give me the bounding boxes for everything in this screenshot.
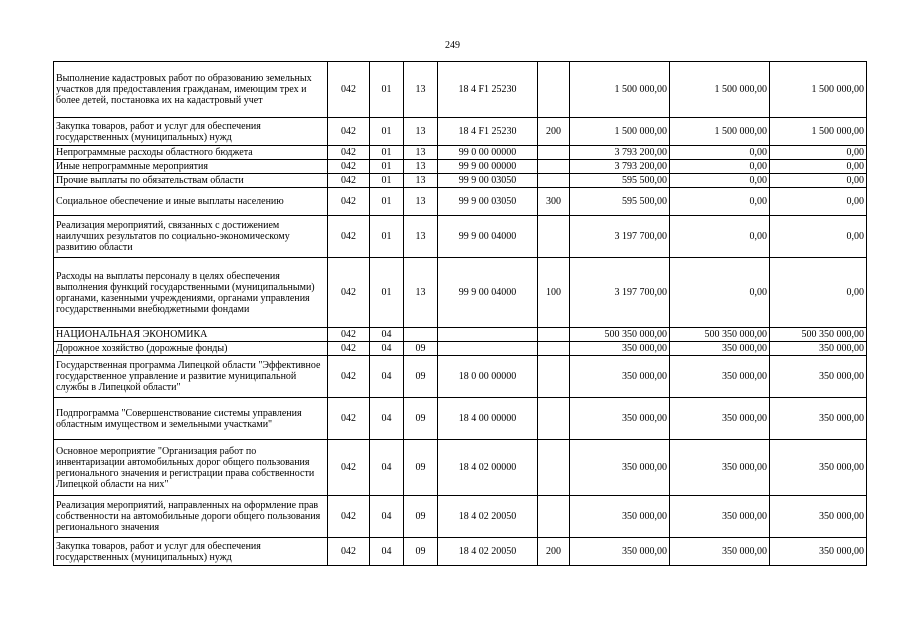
cell-ministry: 042 bbox=[328, 160, 370, 174]
cell-sum-year-3: 350 000,00 bbox=[770, 398, 867, 440]
cell-subsection: 09 bbox=[404, 342, 438, 356]
cell-ministry: 042 bbox=[328, 188, 370, 216]
cell-expense-type bbox=[538, 146, 570, 160]
cell-subsection: 13 bbox=[404, 146, 438, 160]
cell-expense-type: 200 bbox=[538, 118, 570, 146]
cell-expense-type bbox=[538, 496, 570, 538]
page-number: 249 bbox=[445, 40, 460, 51]
cell-sum-year-1: 595 500,00 bbox=[570, 174, 670, 188]
cell-subsection: 09 bbox=[404, 356, 438, 398]
cell-sum-year-3: 0,00 bbox=[770, 188, 867, 216]
cell-ministry: 042 bbox=[328, 356, 370, 398]
cell-subsection: 13 bbox=[404, 62, 438, 118]
cell-ministry: 042 bbox=[328, 62, 370, 118]
table-row bbox=[54, 440, 867, 496]
cell-sum-year-3: 350 000,00 bbox=[770, 342, 867, 356]
cell-sum-year-1: 350 000,00 bbox=[570, 496, 670, 538]
cell-sum-year-3: 350 000,00 bbox=[770, 356, 867, 398]
table-row bbox=[54, 188, 867, 216]
cell-name: Подпрограмма "Совершенствование системы управления областным имуществом и земельными участками" bbox=[54, 398, 328, 440]
cell-sum-year-2: 0,00 bbox=[670, 258, 770, 328]
cell-subsection bbox=[404, 328, 438, 342]
cell-sum-year-1: 350 000,00 bbox=[570, 440, 670, 496]
cell-sum-year-2: 0,00 bbox=[670, 146, 770, 160]
cell-sum-year-1: 3 793 200,00 bbox=[570, 160, 670, 174]
cell-name: Выполнение кадастровых работ по образованию земельных участков для предоставления гражданам, имеющим трех и более детей, постановка их на кадастровый учет bbox=[54, 62, 328, 118]
cell-sum-year-3: 0,00 bbox=[770, 146, 867, 160]
cell-name: Прочие выплаты по обязательствам области bbox=[54, 174, 328, 188]
cell-target-article: 18 4 02 20050 bbox=[438, 538, 538, 566]
budget-table bbox=[53, 61, 867, 566]
cell-target-article: 99 0 00 00000 bbox=[438, 146, 538, 160]
cell-sum-year-3: 350 000,00 bbox=[770, 496, 867, 538]
cell-target-article: 18 4 02 20050 bbox=[438, 496, 538, 538]
cell-expense-type: 300 bbox=[538, 188, 570, 216]
cell-target-article: 18 4 F1 25230 bbox=[438, 118, 538, 146]
cell-section: 04 bbox=[370, 496, 404, 538]
cell-sum-year-1: 3 793 200,00 bbox=[570, 146, 670, 160]
cell-expense-type bbox=[538, 216, 570, 258]
cell-subsection: 09 bbox=[404, 398, 438, 440]
table-row bbox=[54, 328, 867, 342]
cell-target-article: 18 4 02 00000 bbox=[438, 440, 538, 496]
cell-expense-type bbox=[538, 160, 570, 174]
cell-name: Иные непрограммные мероприятия bbox=[54, 160, 328, 174]
cell-name: Социальное обеспечение и иные выплаты населению bbox=[54, 188, 328, 216]
table-row bbox=[54, 356, 867, 398]
cell-name: Расходы на выплаты персоналу в целях обеспечения выполнения функций государственными (муниципальными) органами, казенными учреждениями, органами управления государственными внебюджетными фондами bbox=[54, 258, 328, 328]
cell-expense-type bbox=[538, 62, 570, 118]
cell-name: Закупка товаров, работ и услуг для обеспечения государственных (муниципальных) нужд bbox=[54, 538, 328, 566]
cell-expense-type: 100 bbox=[538, 258, 570, 328]
cell-target-article: 99 9 00 03050 bbox=[438, 188, 538, 216]
cell-section: 01 bbox=[370, 146, 404, 160]
cell-sum-year-2: 350 000,00 bbox=[670, 356, 770, 398]
cell-target-article: 18 4 00 00000 bbox=[438, 398, 538, 440]
cell-name: Реализация мероприятий, связанных с достижением наилучших результатов по социально-экономическому развитию области bbox=[54, 216, 328, 258]
cell-sum-year-2: 350 000,00 bbox=[670, 398, 770, 440]
cell-subsection: 13 bbox=[404, 216, 438, 258]
cell-sum-year-1: 350 000,00 bbox=[570, 342, 670, 356]
cell-target-article bbox=[438, 328, 538, 342]
cell-sum-year-1: 350 000,00 bbox=[570, 538, 670, 566]
cell-ministry: 042 bbox=[328, 146, 370, 160]
cell-expense-type: 200 bbox=[538, 538, 570, 566]
cell-sum-year-1: 350 000,00 bbox=[570, 398, 670, 440]
cell-section: 01 bbox=[370, 188, 404, 216]
cell-section: 01 bbox=[370, 118, 404, 146]
cell-sum-year-1: 500 350 000,00 bbox=[570, 328, 670, 342]
cell-sum-year-2: 0,00 bbox=[670, 216, 770, 258]
cell-sum-year-1: 595 500,00 bbox=[570, 188, 670, 216]
cell-ministry: 042 bbox=[328, 342, 370, 356]
cell-sum-year-3: 350 000,00 bbox=[770, 538, 867, 566]
cell-ministry: 042 bbox=[328, 440, 370, 496]
cell-expense-type bbox=[538, 342, 570, 356]
cell-subsection: 09 bbox=[404, 496, 438, 538]
cell-sum-year-2: 0,00 bbox=[670, 160, 770, 174]
cell-name: Дорожное хозяйство (дорожные фонды) bbox=[54, 342, 328, 356]
cell-sum-year-3: 0,00 bbox=[770, 174, 867, 188]
cell-name: Основное мероприятие "Организация работ по инвентаризации автомобильных дорог общего пользования регионального значения и регистрации права собственности Липецкой области на них" bbox=[54, 440, 328, 496]
cell-subsection: 13 bbox=[404, 118, 438, 146]
cell-expense-type bbox=[538, 356, 570, 398]
cell-ministry: 042 bbox=[328, 496, 370, 538]
table-row bbox=[54, 174, 867, 188]
table-row bbox=[54, 496, 867, 538]
cell-name: Реализация мероприятий, направленных на оформление прав собственности на автомобильные дороги общего пользования регионального значения bbox=[54, 496, 328, 538]
cell-ministry: 042 bbox=[328, 174, 370, 188]
cell-sum-year-2: 350 000,00 bbox=[670, 342, 770, 356]
cell-sum-year-2: 0,00 bbox=[670, 174, 770, 188]
table-row bbox=[54, 160, 867, 174]
cell-expense-type bbox=[538, 174, 570, 188]
cell-subsection: 09 bbox=[404, 440, 438, 496]
cell-section: 04 bbox=[370, 440, 404, 496]
cell-section: 04 bbox=[370, 538, 404, 566]
cell-sum-year-2: 1 500 000,00 bbox=[670, 118, 770, 146]
cell-sum-year-1: 350 000,00 bbox=[570, 356, 670, 398]
cell-name: НАЦИОНАЛЬНАЯ ЭКОНОМИКА bbox=[54, 328, 328, 342]
cell-sum-year-2: 1 500 000,00 bbox=[670, 62, 770, 118]
cell-ministry: 042 bbox=[328, 398, 370, 440]
cell-sum-year-1: 1 500 000,00 bbox=[570, 62, 670, 118]
table-row bbox=[54, 398, 867, 440]
cell-sum-year-2: 500 350 000,00 bbox=[670, 328, 770, 342]
table-row bbox=[54, 146, 867, 160]
cell-sum-year-3: 350 000,00 bbox=[770, 440, 867, 496]
table-row bbox=[54, 216, 867, 258]
cell-sum-year-3: 1 500 000,00 bbox=[770, 62, 867, 118]
cell-section: 04 bbox=[370, 398, 404, 440]
cell-ministry: 042 bbox=[328, 118, 370, 146]
cell-sum-year-3: 0,00 bbox=[770, 216, 867, 258]
cell-name: Закупка товаров, работ и услуг для обеспечения государственных (муниципальных) нужд bbox=[54, 118, 328, 146]
cell-sum-year-1: 3 197 700,00 bbox=[570, 258, 670, 328]
cell-sum-year-2: 0,00 bbox=[670, 188, 770, 216]
table-row bbox=[54, 342, 867, 356]
cell-section: 01 bbox=[370, 174, 404, 188]
cell-sum-year-1: 3 197 700,00 bbox=[570, 216, 670, 258]
cell-expense-type bbox=[538, 440, 570, 496]
cell-target-article: 18 0 00 00000 bbox=[438, 356, 538, 398]
cell-subsection: 13 bbox=[404, 258, 438, 328]
cell-subsection: 13 bbox=[404, 160, 438, 174]
cell-subsection: 13 bbox=[404, 188, 438, 216]
cell-ministry: 042 bbox=[328, 328, 370, 342]
cell-section: 01 bbox=[370, 160, 404, 174]
cell-target-article: 99 9 00 00000 bbox=[438, 160, 538, 174]
cell-sum-year-2: 350 000,00 bbox=[670, 440, 770, 496]
cell-target-article: 99 9 00 04000 bbox=[438, 258, 538, 328]
table-body bbox=[54, 62, 867, 566]
cell-section: 01 bbox=[370, 216, 404, 258]
cell-section: 04 bbox=[370, 356, 404, 398]
cell-section: 01 bbox=[370, 62, 404, 118]
cell-subsection: 13 bbox=[404, 174, 438, 188]
cell-target-article: 99 9 00 03050 bbox=[438, 174, 538, 188]
cell-target-article bbox=[438, 342, 538, 356]
cell-sum-year-2: 350 000,00 bbox=[670, 538, 770, 566]
cell-expense-type bbox=[538, 328, 570, 342]
cell-sum-year-3: 500 350 000,00 bbox=[770, 328, 867, 342]
cell-section: 04 bbox=[370, 328, 404, 342]
cell-sum-year-3: 1 500 000,00 bbox=[770, 118, 867, 146]
cell-section: 01 bbox=[370, 258, 404, 328]
cell-ministry: 042 bbox=[328, 216, 370, 258]
cell-ministry: 042 bbox=[328, 258, 370, 328]
cell-sum-year-3: 0,00 bbox=[770, 258, 867, 328]
table-row bbox=[54, 62, 867, 118]
cell-name: Непрограммные расходы областного бюджета bbox=[54, 146, 328, 160]
cell-subsection: 09 bbox=[404, 538, 438, 566]
table-row bbox=[54, 258, 867, 328]
cell-target-article: 18 4 F1 25230 bbox=[438, 62, 538, 118]
table-row bbox=[54, 118, 867, 146]
cell-section: 04 bbox=[370, 342, 404, 356]
cell-sum-year-2: 350 000,00 bbox=[670, 496, 770, 538]
cell-sum-year-1: 1 500 000,00 bbox=[570, 118, 670, 146]
cell-target-article: 99 9 00 04000 bbox=[438, 216, 538, 258]
cell-name: Государственная программа Липецкой области "Эффективное государственное управление и развитие муниципальной службы в Липецкой области" bbox=[54, 356, 328, 398]
cell-ministry: 042 bbox=[328, 538, 370, 566]
table-row bbox=[54, 538, 867, 566]
cell-expense-type bbox=[538, 398, 570, 440]
cell-sum-year-3: 0,00 bbox=[770, 160, 867, 174]
